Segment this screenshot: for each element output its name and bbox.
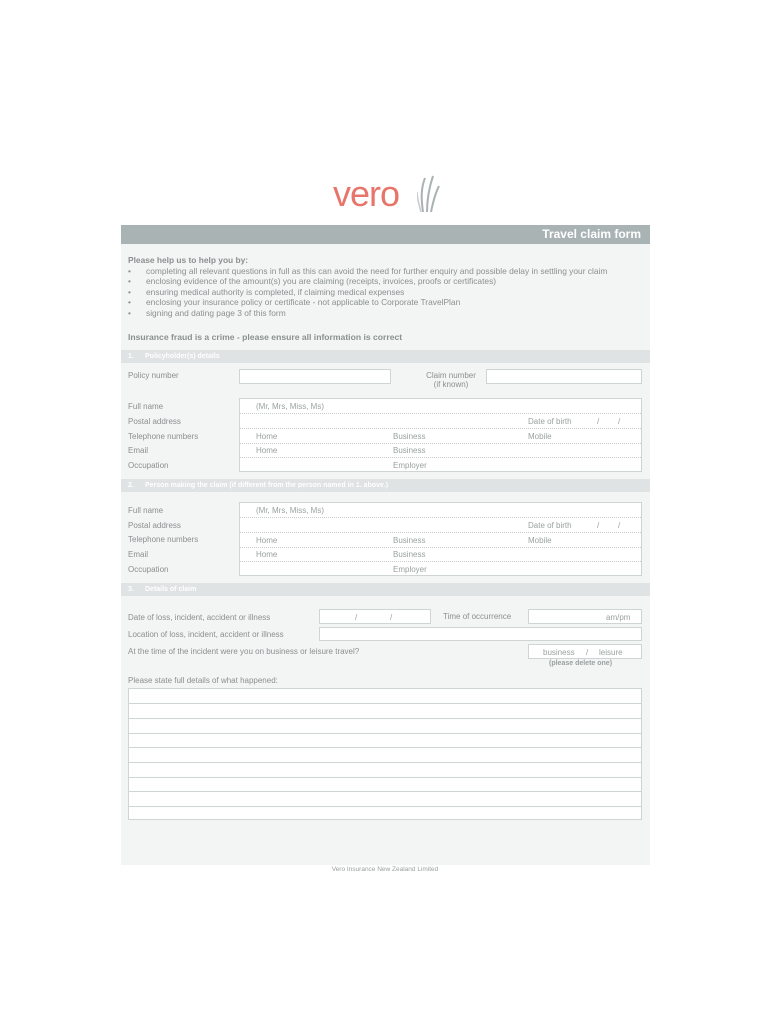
phone-home-label: Home [256,536,278,545]
location-label: Location of loss, incident, accident or illness [128,630,284,639]
intro-bullet: • enclosing your insurance policy or certificate - not applicable to Corporate TravelPlan [128,297,643,308]
postal-address-label: Postal address [128,521,181,530]
intro-bullet: • signing and dating page 3 of this form [128,308,643,319]
details-label: Please state full details of what happened: [128,676,278,685]
section-number: 3. [128,586,134,593]
occupation-label: Occupation [128,565,169,574]
occupation-label: Occupation [128,461,169,470]
employer-label: Employer [393,565,427,574]
email-label: Email [128,446,149,455]
intro-heading: Please help us to help you by: [128,255,249,265]
employer-label: Employer [393,461,427,470]
telephone-label: Telephone numbers [128,535,199,544]
brand-name: vero [333,173,400,214]
option-slash: / [586,648,589,657]
date-of-loss-label: Date of loss, incident, accident or illness [128,613,271,622]
section-number: 1. [128,353,134,360]
email-label: Email [128,550,149,559]
dob-slash: / [597,521,600,530]
business-option: business [543,648,575,657]
leisure-option: leisure [599,648,623,657]
form-title: Travel claim form [121,225,650,244]
email-home-label: Home [256,550,278,559]
fraud-notice: Insurance fraud is a crime - please ensure all information is correct [128,332,403,342]
please-delete-note: (please delete one) [549,660,613,667]
email-home-label: Home [256,446,278,455]
policy-number-label: Policy number [128,371,179,380]
policy-number-field[interactable] [239,369,391,384]
intro-bullet: • completing all relevant questions in full as this can avoid the need for further enquiry and possible delay in settling your claim [128,266,643,277]
dob-slash: / [618,521,621,530]
email-business-label: Business [393,550,426,559]
travel-type-field[interactable] [528,644,642,659]
section-3-header [121,583,650,596]
travel-question: At the time of the incident were you on business or leisure travel? [128,647,360,656]
section-title: Person making the claim (if different from the person named in 1. above.) [145,482,389,489]
footer-company: Vero Insurance New Zealand Limited [331,866,439,873]
date-slash: / [390,613,393,622]
postal-address-label: Postal address [128,417,181,426]
date-of-loss-field[interactable] [319,609,431,624]
dob-label: Date of birth [528,521,572,530]
grass-logo-mark-icon [417,174,441,214]
ampm-label: am/pm [606,613,631,622]
dob-slash: / [597,417,600,426]
intro-bullet: • ensuring medical authority is completed, if claiming medical expenses [128,287,643,298]
time-of-occurrence-label: Time of occurrence [443,612,512,621]
name-hint: (Mr, Mrs, Miss, Ms) [256,506,324,515]
section-2-header [121,479,650,492]
vero-logo [333,172,443,218]
date-slash: / [355,613,358,622]
phone-home-label: Home [256,432,278,441]
telephone-label: Telephone numbers [128,432,199,441]
section-title: Details of claim [145,586,197,593]
section-title: Policyholder(s) details [145,353,220,360]
phone-business-label: Business [393,432,426,441]
full-name-label: Full name [128,506,164,515]
phone-business-label: Business [393,536,426,545]
claimant-details-box[interactable] [239,502,642,576]
phone-mobile-label: Mobile [528,432,552,441]
time-of-occurrence-field[interactable] [528,609,642,624]
claim-number-note: (if known) [433,380,469,389]
name-hint: (Mr, Mrs, Miss, Ms) [256,402,324,411]
intro-bullet: • enclosing evidence of the amount(s) you are claiming (receipts, invoices, proofs or certificates) [128,276,643,287]
full-name-label: Full name [128,402,164,411]
intro-section [128,255,643,318]
location-field[interactable] [319,627,642,641]
dob-label: Date of birth [528,417,572,426]
email-business-label: Business [393,446,426,455]
incident-details-field[interactable] [128,688,642,820]
claim-number-label: Claim number [426,371,476,380]
section-1-header [121,350,650,363]
policyholder-details-box[interactable] [239,398,642,472]
phone-mobile-label: Mobile [528,536,552,545]
intro-bullets [128,266,643,319]
claim-number-field[interactable] [486,369,642,384]
travel-claim-form [121,225,650,865]
dob-slash: / [618,417,621,426]
section-number: 2. [128,482,134,489]
